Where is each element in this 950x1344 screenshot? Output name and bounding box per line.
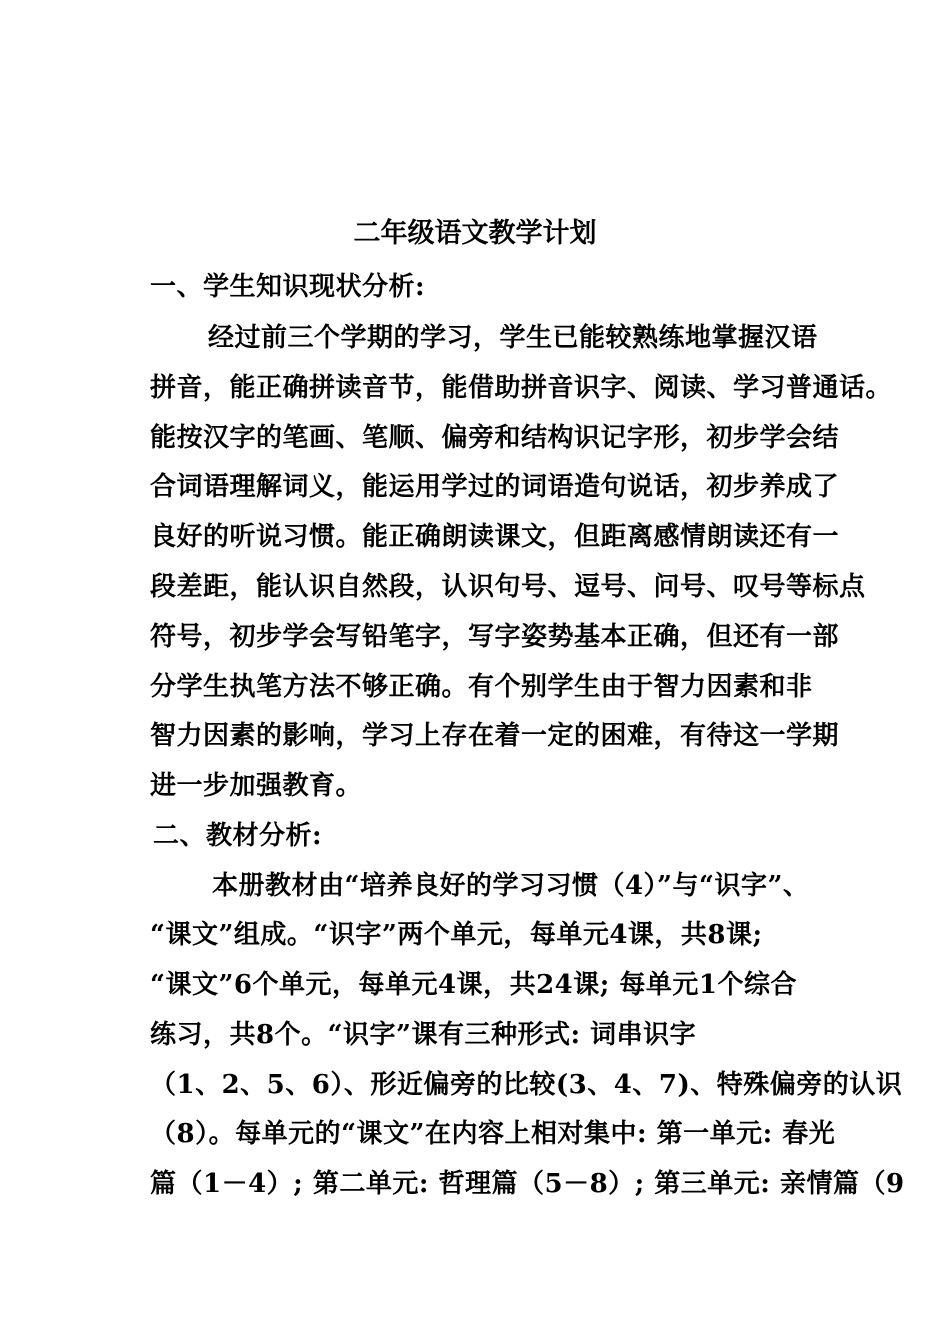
paragraph-line: 段差距，能认识自然段，认识句号、逗号、问号、叹号等标点 <box>150 572 866 602</box>
paragraph-line: 练习，共8个。“识字”课有三种形式: 词串识字 <box>150 1020 697 1050</box>
paragraph-line: 智力因素的影响，学习上存在着一定的困难，有待这一学期 <box>150 721 840 751</box>
paragraph-line: 篇（1－4）; 第二单元: 哲理篇（5－8）; 第三单元: 亲情篇（9 <box>150 1169 905 1199</box>
paragraph-line: 良好的听说习惯。能正确朗读课文，但距离感情朗读还有一 <box>150 522 840 552</box>
paragraph-line: 经过前三个学期的学习，学生已能较熟练地掌握汉语 <box>208 323 818 353</box>
paragraph-line: “课文”组成。“识字”两个单元，每单元4课，共8课; <box>150 920 763 950</box>
paragraph-line: 分学生执笔方法不够正确。有个别学生由于智力因素和非 <box>150 672 813 702</box>
paragraph-line: 拼音，能正确拼读音节，能借助拼音识字、阅读、学习普通话。 <box>150 373 893 403</box>
paragraph-line: （1、2、5、6）、形近偏旁的比较(3、4、7)、特殊偏旁的认识 <box>150 1070 903 1100</box>
paragraph-line: 符号，初步学会写铅笔字，写字姿势基本正确，但还有一部 <box>150 622 840 652</box>
section2-heading: 二、教材分析: <box>153 821 323 851</box>
paragraph-line: （8）。每单元的“课文”在内容上相对集中: 第一单元: 春光 <box>150 1119 836 1149</box>
paragraph-line: 能按汉字的笔画、笔顺、偏旁和结构识记字形，初步学会结 <box>150 423 840 453</box>
document-title: 二年级语文教学计划 <box>353 218 597 249</box>
paragraph-line: 本册教材由“培养良好的学习习惯（4）”与“识字”、 <box>212 871 810 901</box>
paragraph-line: “课文”6个单元，每单元4课，共24课; 每单元1个综合 <box>150 970 798 1000</box>
section1-heading: 一、学生知识现状分析: <box>150 272 426 302</box>
paragraph-line: 进一步加强教育。 <box>150 771 363 801</box>
paragraph-line: 合词语理解词义，能运用学过的词语造句说话，初步养成了 <box>150 472 840 502</box>
